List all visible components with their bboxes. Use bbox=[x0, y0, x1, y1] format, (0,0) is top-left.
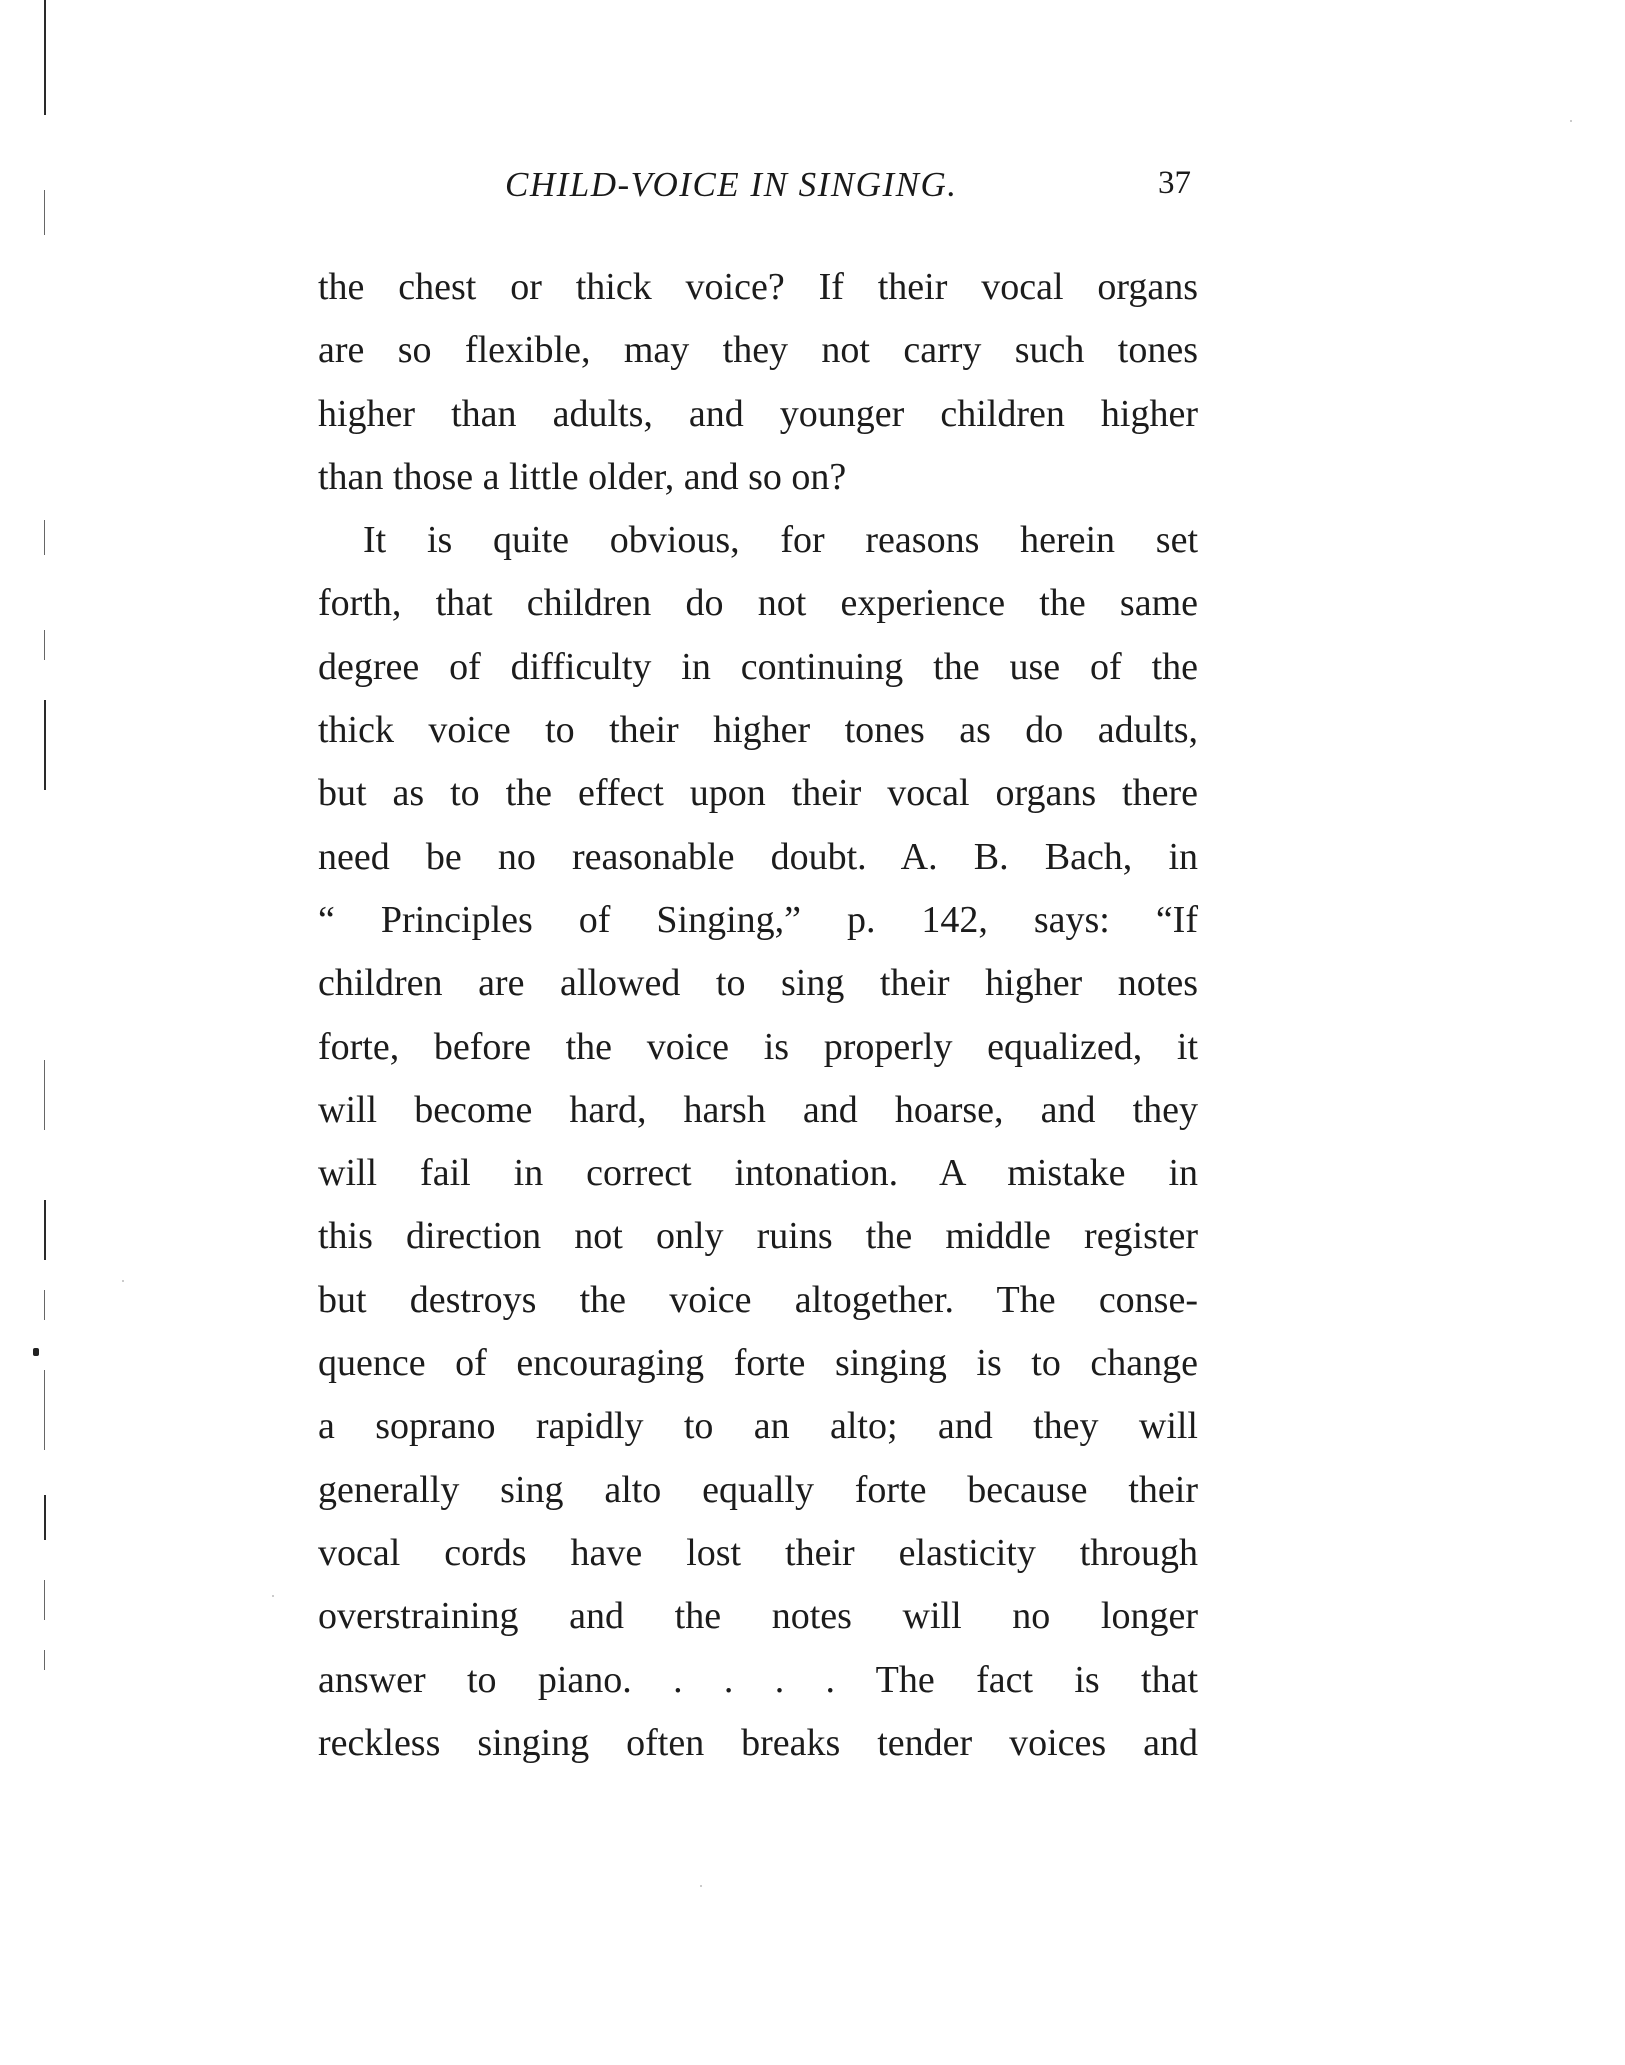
scan-edge-mark bbox=[44, 1200, 46, 1260]
scan-edge-mark bbox=[44, 0, 46, 115]
scan-edge-mark bbox=[44, 1060, 45, 1130]
text-line: reckless singing often breaks tender voices and bbox=[318, 1721, 1198, 1764]
text-line: generally sing alto equally forte because their bbox=[318, 1468, 1198, 1511]
text-line: a soprano rapidly to an alto; and they will bbox=[318, 1405, 1198, 1448]
text-line: quence of encouraging forte singing is to change bbox=[318, 1342, 1198, 1385]
text-line: answer to piano. . . . . The fact is that bbox=[318, 1658, 1198, 1701]
text-line: “ Principles of Singing,” p. 142, says: “If bbox=[318, 898, 1198, 941]
scan-edge-mark bbox=[44, 1290, 45, 1320]
text-line: degree of difficulty in continuing the use of the bbox=[318, 645, 1198, 688]
text-line: will fail in correct intonation. A mistake in bbox=[318, 1152, 1198, 1195]
text-line: but destroys the voice altogether. The conse- bbox=[318, 1278, 1198, 1321]
text-line: vocal cords have lost their elasticity through bbox=[318, 1531, 1198, 1574]
text-line: thick voice to their higher tones as do adults, bbox=[318, 709, 1198, 752]
text-line: It is quite obvious, for reasons herein set bbox=[363, 519, 1198, 562]
scan-edge-mark bbox=[44, 1650, 45, 1670]
scan-edge-dot bbox=[33, 1348, 39, 1356]
scan-speck bbox=[272, 1595, 274, 1597]
text-line: this direction not only ruins the middle register bbox=[318, 1215, 1198, 1258]
text-line: the chest or thick voice? If their vocal organs bbox=[318, 266, 1198, 308]
text-line: than those a little older, and so on? bbox=[318, 455, 847, 498]
scan-speck bbox=[1570, 120, 1572, 122]
scan-edge-mark bbox=[44, 700, 46, 790]
text-line: are so flexible, may they not carry such tones bbox=[318, 329, 1198, 372]
scan-edge-mark bbox=[44, 1495, 46, 1540]
scan-speck bbox=[122, 1280, 124, 1282]
text-line: overstraining and the notes will no longer bbox=[318, 1595, 1198, 1638]
scan-speck bbox=[700, 1885, 702, 1887]
body-text bbox=[318, 256, 1198, 1775]
text-line: will become hard, harsh and hoarse, and they bbox=[318, 1088, 1198, 1131]
scan-edge-mark bbox=[44, 190, 45, 235]
scan-edge-mark bbox=[44, 1580, 45, 1620]
running-title: CHILD-VOICE IN SINGING. bbox=[505, 165, 958, 204]
text-line: forte, before the voice is properly equalized, it bbox=[318, 1025, 1198, 1068]
text-line: forth, that children do not experience the same bbox=[318, 582, 1198, 625]
scan-edge-mark bbox=[44, 520, 45, 555]
text-line: need be no reasonable doubt. A. B. Bach, in bbox=[318, 835, 1198, 878]
scan-edge-mark bbox=[44, 630, 45, 660]
page-number: 37 bbox=[1158, 165, 1191, 201]
text-line: children are allowed to sing their higher notes bbox=[318, 962, 1198, 1005]
text-line: higher than adults, and younger children higher bbox=[318, 392, 1198, 435]
scan-edge-mark bbox=[44, 1370, 45, 1450]
text-line: but as to the effect upon their vocal organs there bbox=[318, 772, 1198, 815]
